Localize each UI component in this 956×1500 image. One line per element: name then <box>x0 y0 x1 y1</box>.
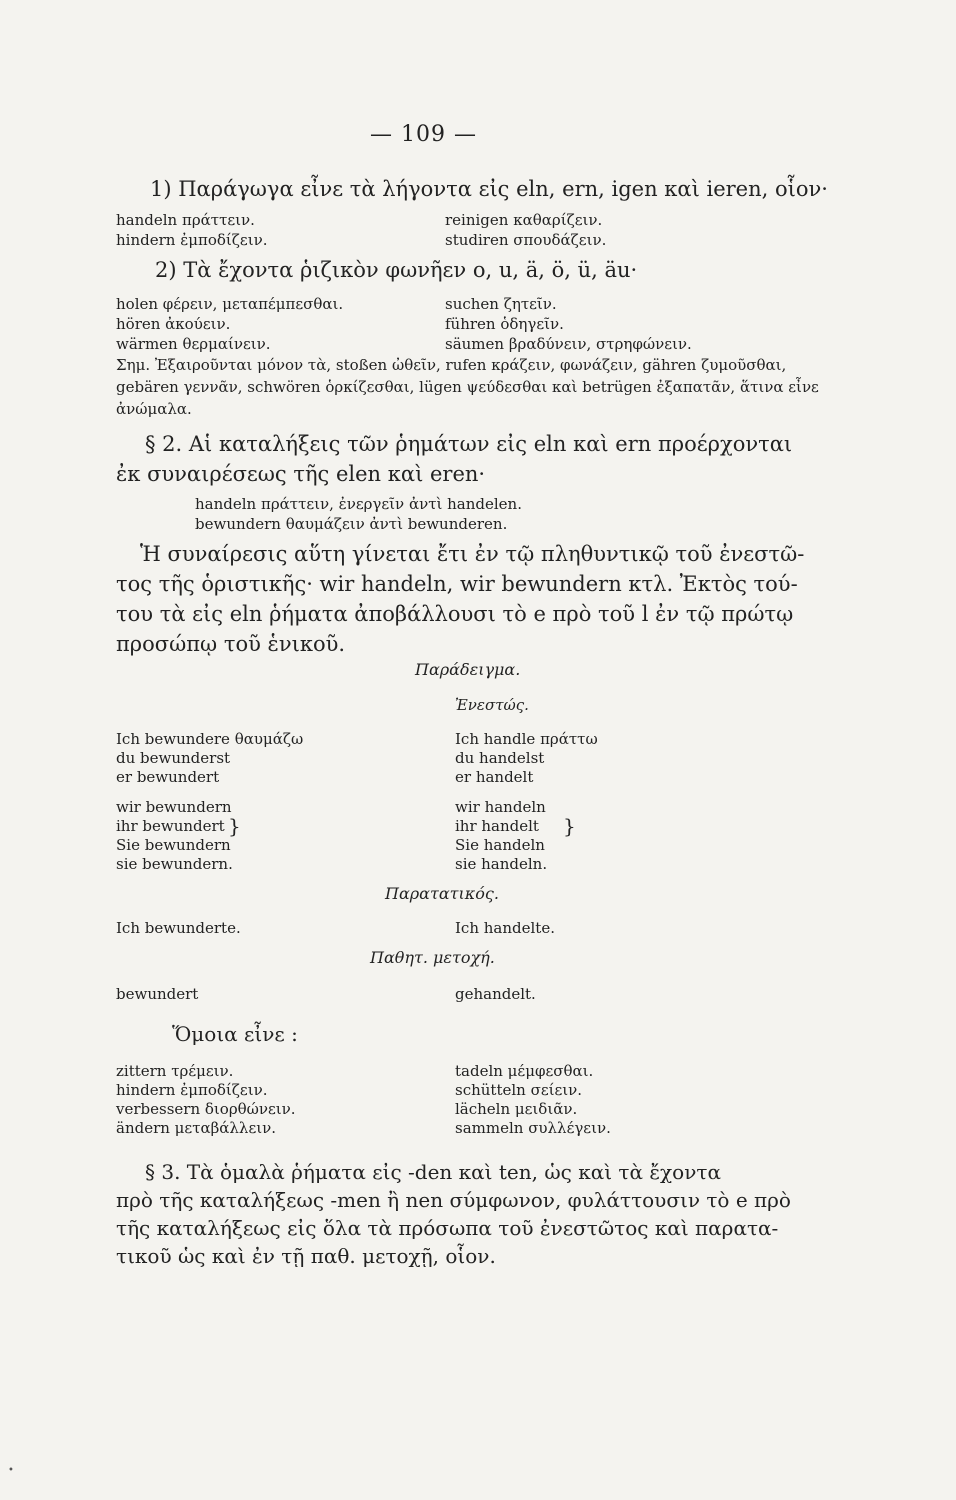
para2-body-line: τος τῆς ὁριστικῆς· wir handeln, wir bewundern κτλ. Ἐκτὸς τού- <box>116 572 798 596</box>
word-entry: zittern τρέμειν. <box>116 1062 234 1080</box>
word-entry: wärmen θερμαίνειν. <box>116 335 271 353</box>
para3-line: § 3. Τὰ ὁμαλὰ ῥήματα εἰς -den καὶ ten, ὡς καὶ τὰ ἔχοντα <box>145 1160 721 1184</box>
para2-examples <box>195 494 522 534</box>
para2-line: ἐκ συναιρέσεως τῆς elen καὶ eren· <box>116 462 486 486</box>
conj-form: er handelt <box>455 768 534 786</box>
conj-form: Ich bewundere θαυμάζω <box>116 730 304 748</box>
conj-form: sie bewundern. <box>116 855 233 873</box>
word-entry: suchen ζητεῖν. <box>445 295 557 313</box>
participle-label: Παθητ. μετοχή. <box>370 948 495 967</box>
para2-body-line: του τὰ εἰς eln ῥήματα ἀποβάλλουσι τὸ e πρὸ τοῦ l ἐν τῷ πρώτῳ <box>116 602 794 626</box>
section1-right-list <box>445 210 606 250</box>
para2-body-line: προσώπῳ τοῦ ἑνικοῦ. <box>116 632 346 656</box>
brace-mark: } <box>563 814 576 838</box>
present-label: Ἐνεστώς. <box>455 696 529 714</box>
section2-note: Σημ. Ἐξαιροῦνται μόνον τὰ, stoßen ὠθεῖν, rufen κράζειν, φωνάζειν, gähren ζυμοῦσθαι, gebären γεννᾶν, schwören ὁρκίζεσθαι, lügen ψεύδεσθαι καὶ betrügen ἐξαπατᾶν, ἅτινα εἶνε ἀνώμαλα. <box>116 356 819 418</box>
right-singular <box>455 730 598 787</box>
word-entry: reinigen καθαρίζειν. <box>445 211 603 229</box>
brace-mark: } <box>228 814 241 838</box>
left-imperfect: Ich bewunderte. <box>116 919 241 937</box>
section2-right-list <box>445 294 692 354</box>
similar-heading: Ὅμοια εἶνε : <box>172 1022 298 1046</box>
word-entry: säumen βραδύνειν, στρηφώνειν. <box>445 335 692 353</box>
word-entry: hindern ἐμποδίζειν. <box>116 231 268 249</box>
word-entry: handeln πράττειν. <box>116 211 255 229</box>
section2-left-list <box>116 294 343 354</box>
left-singular <box>116 730 303 787</box>
conj-form: wir handeln <box>455 798 546 816</box>
word-entry: ändern μεταβάλλειν. <box>116 1119 276 1137</box>
conj-form: Sie handeln <box>455 836 545 854</box>
conj-form: Ich handle πράττω <box>455 730 598 748</box>
word-entry: führen ὁδηγεῖν. <box>445 315 564 333</box>
word-entry: studiren σπουδάζειν. <box>445 231 607 249</box>
word-entry: verbessern διορθώνειν. <box>116 1100 296 1118</box>
conj-form: sie handeln. <box>455 855 548 873</box>
conj-form: du handelst <box>455 749 545 767</box>
word-entry: hindern ἐμποδίζειν. <box>116 1081 268 1099</box>
word-entry: lächeln μειδιᾶν. <box>455 1100 578 1118</box>
conj-form: Sie bewundern <box>116 836 231 854</box>
word-entry: sammeln συλλέγειν. <box>455 1119 611 1137</box>
para3-line: τικοῦ ὡς καὶ ἐν τῇ παθ. μετοχῇ, οἷον. <box>116 1244 496 1268</box>
example-line: handeln πράττειν, ἐνεργεῖν ἀντὶ handelen. <box>195 495 522 513</box>
margin-mark: • <box>8 1465 14 1476</box>
para3-line: πρὸ τῆς καταλήξεως -men ἢ nen σύμφωνον, φυλάττουσιν τὸ e πρὸ <box>116 1188 791 1212</box>
word-entry: hören ἀκούειν. <box>116 315 231 333</box>
section1-heading: 1) Παράγωγα εἶνε τὰ λήγοντα εἰς eln, ern, igen καὶ ieren, οἷον· <box>150 177 828 201</box>
para3-line: τῆς καταλήξεως εἰς ὅλα τὰ πρόσωπα τοῦ ἐνεστῶτος καὶ παρατα- <box>116 1216 779 1240</box>
paradigm-title: Παράδειγμα. <box>415 660 521 679</box>
conj-form: er bewundert <box>116 768 220 786</box>
word-entry: holen φέρειν, μεταπέμπεσθαι. <box>116 295 344 313</box>
similar-left-list <box>116 1062 296 1138</box>
para2-line: § 2. Αἱ καταλήξεις τῶν ῥημάτων εἰς eln καὶ ern προέρχονται <box>145 432 793 456</box>
right-imperfect: Ich handelte. <box>455 919 555 937</box>
left-plural <box>116 798 233 874</box>
para2-body-line: Ἡ συναίρεσις αὕτη γίνεται ἔτι ἐν τῷ πληθυντικῷ τοῦ ἐνεστῶ- <box>140 542 805 566</box>
right-plural <box>455 798 547 874</box>
word-entry: tadeln μέμφεσθαι. <box>455 1062 594 1080</box>
word-entry: schütteln σείειν. <box>455 1081 583 1099</box>
example-line: bewundern θαυμάζειν ἀντὶ bewunderen. <box>195 515 508 533</box>
conj-form: ihr bewundert <box>116 817 225 835</box>
section2-heading: 2) Τὰ ἔχοντα ῥιζικὸν φωνῆεν o, u, ä, ö, ü, äu· <box>155 258 638 282</box>
section1-left-list <box>116 210 267 250</box>
page-number: — 109 — <box>370 122 477 147</box>
right-participle: gehandelt. <box>455 985 536 1003</box>
left-participle: bewundert <box>116 985 199 1003</box>
conj-form: ihr handelt <box>455 817 539 835</box>
conj-form: du bewunderst <box>116 749 231 767</box>
similar-right-list <box>455 1062 611 1138</box>
imperfect-label: Παρατατικός. <box>385 884 499 903</box>
conj-form: wir bewundern <box>116 798 232 816</box>
